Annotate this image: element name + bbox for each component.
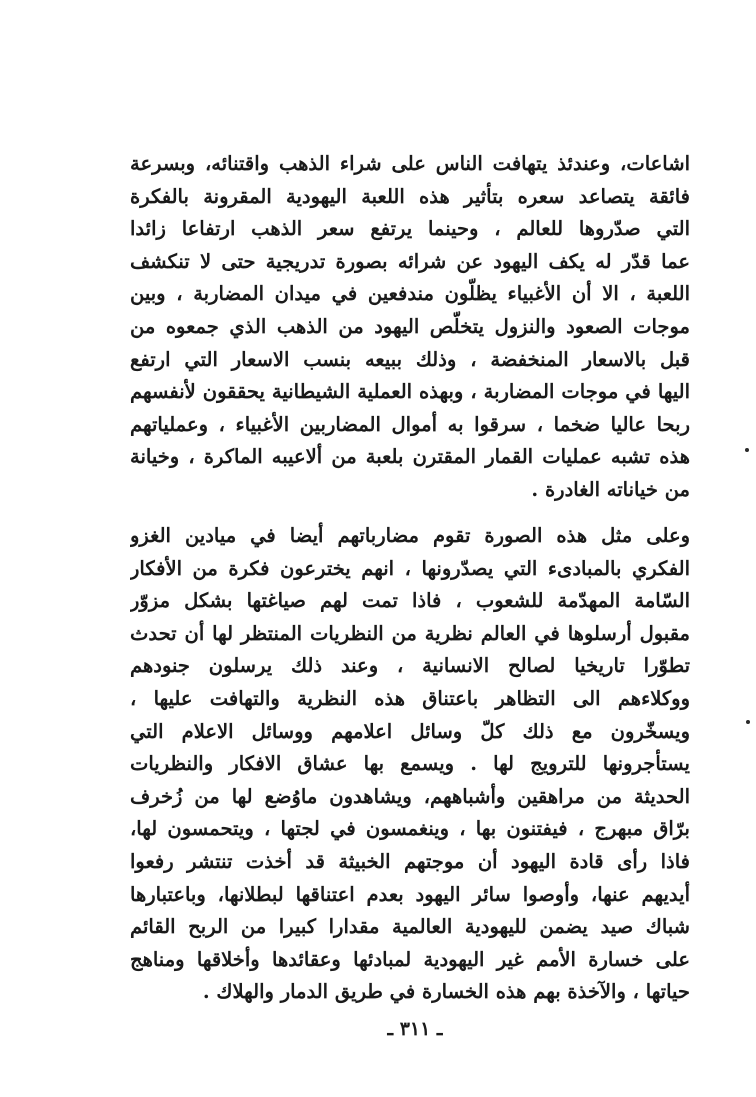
text-line: اللعبة ، الا أن الأغبياء يظلّون مندفعين في ميدان المضاربة ، وبين [130,282,690,306]
text-line: وعلى مثل هذه الصورة تقوم مضارباتهم أيضا في ميادين الغزو [130,524,690,547]
text-line: موجات الصعود والنزول يتخلّص اليهود من الذهب الذي جمعوه من [130,314,690,338]
text-line: تطوّرا تاريخيا لصالح الانسانية ، وعند ذلك يرسلون جنودهم [130,654,690,678]
text-line: الفكري بالمبادىء التي يصدّرونها ، انهم يخترعون فكرة من الأفكار [130,556,690,580]
scan-speck [746,720,750,724]
text-line: هذه تشبه عمليات القمار المقترن بلعبة من ألاعيبه الماكرة ، وخيانة [130,445,690,469]
paragraph-2 [130,520,690,1009]
text-line: برّاق مبهرج ، فيفتنون بها ، وينغمسون في لجتها ، ويتحمسون لها، [130,817,690,841]
text-line: التي صدّروها للعالم ، وحينما يرتفع سعر الذهب ارتفاعا زائدا [130,217,690,241]
text-line: قبل بالاسعار المنخفضة ، وذلك ببيعه بنسب الاسعار التي ارتفع [130,347,690,371]
text-line: شباك صيد يضمن لليهودية العالمية مقدارا كبيرا من الربح القائم [130,915,690,939]
text-line: السّامة المهدّمة للشعوب ، فاذا تمت لهم صياغتها بشكل مزوّر [130,589,690,613]
scan-speck [745,448,749,452]
text-line: اليها في موجات المضاربة ، وبهذه العملية الشيطانية يحققون لأنفسهم [130,380,690,404]
text-line: مقبول أرسلوها في العالم نظرية من النظريات المنتظر لها أن تحدث [130,621,690,645]
text-line: حياتها ، والآخذة بهم هذه الخسارة في طريق الدمار والهلاك . [202,980,690,1004]
text-line: ويسخّرون مع ذلك كلّ وسائل اعلامهم ووسائل الاعلام التي [130,719,690,743]
text-line: على خسارة الأمم غير اليهودية لمبادئها وعقائدها وأخلاقها ومناهج [130,947,690,971]
text-line: من خياناته الغادرة . [531,477,690,501]
text-line: اشاعات، وعندئذ يتهافت الناس على شراء الذهب واقتنائه، وبسرعة [130,152,690,175]
text-line: فاذا رأى قادة اليهود أن موجتهم الخبيثة قد أخذت تنتشر رفعوا [130,849,690,873]
text-line: ربحا عاليا ضخما ، سرقوا به أموال المضاربين الأغبياء ، وعملياتهم [130,412,690,436]
paragraph-1 [130,148,690,507]
text-line: أيديهم عنها، وأوصوا سائر اليهود بعدم اعتناقها لبطلانها، وباعتبارها [130,882,690,906]
text-line: ووكلاءهم الى التظاهر باعتناق هذه النظرية والتهافت عليها ، [130,686,690,710]
text-line: فائقة يتصاعد سعره بتأثير هذه اللعبة اليهودية المقرونة بالفكرة [130,184,690,208]
text-line: يستأجرونها للترويج لها . ويسمع بها عشاق الافكار والنظريات [130,752,690,776]
text-line: الحديثة من مراهقين وأشباههم، ويشاهدون ماوُضع لها من زُخرف [130,784,690,808]
text-line: عما قدّر له يكف اليهود عن شرائه بصورة تدريجية حتى لا تنكشف [130,249,690,273]
page-number: ـ ٣١١ ـ [387,1018,443,1040]
